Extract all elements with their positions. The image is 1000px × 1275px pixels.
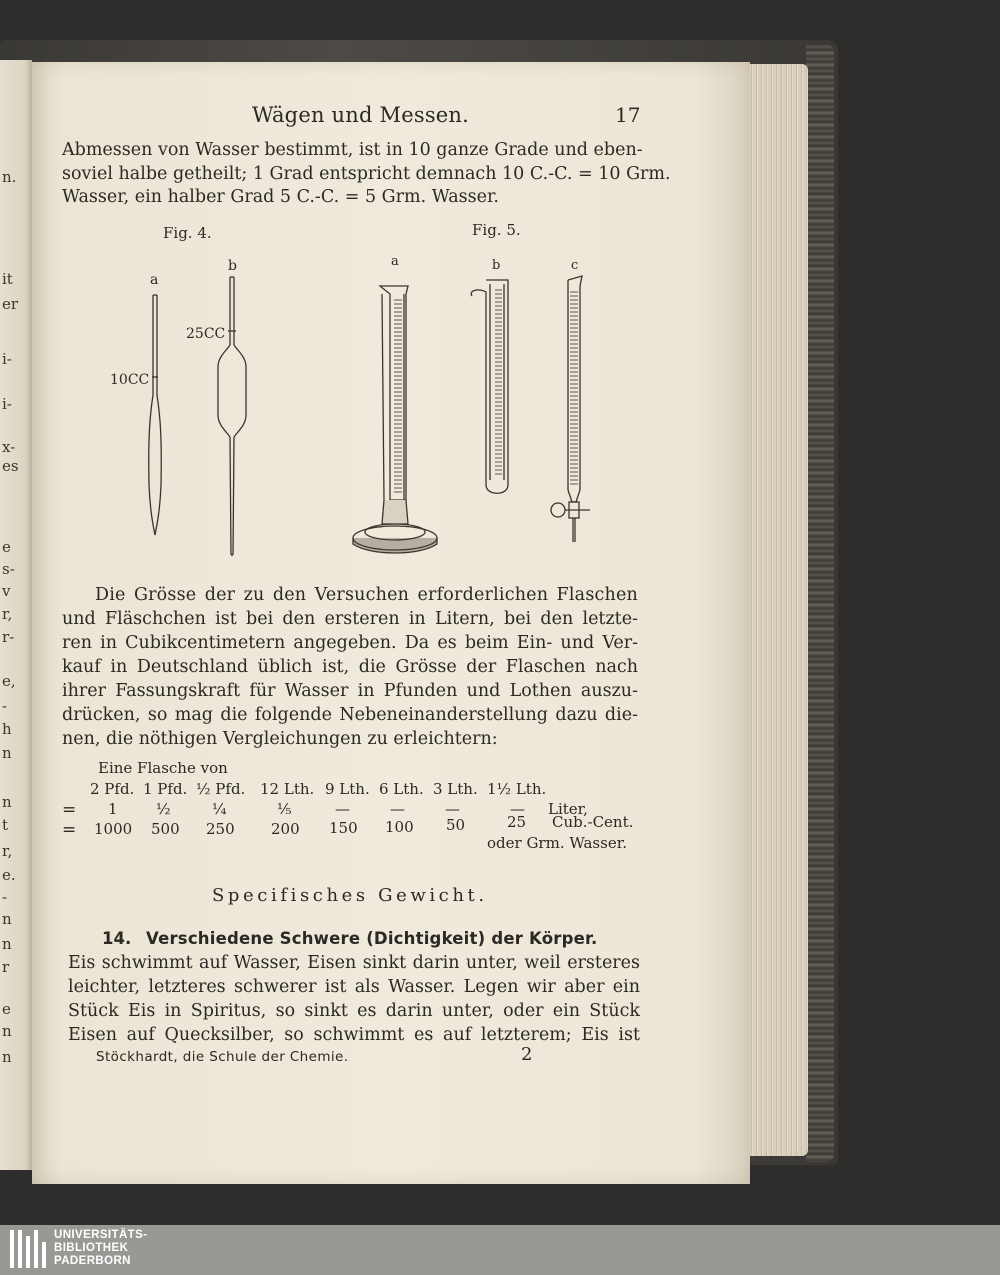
table-cell: 1 xyxy=(108,800,118,818)
prev-fragment: r, xyxy=(2,842,13,860)
table-header-cell: 9 Lth. xyxy=(325,780,370,798)
text-line: Stück Eis in Spiritus, so sinkt es darin unter, oder ein Stück xyxy=(68,1001,640,1021)
prev-fragment: v xyxy=(2,582,11,600)
footer-signature: 2 xyxy=(521,1044,533,1065)
prev-fragment: n xyxy=(2,793,12,811)
table-cell: ½ xyxy=(156,800,171,818)
table-cell: ¼ xyxy=(212,800,227,818)
fig5-caption: Fig. 5. xyxy=(472,221,521,239)
table-cell: — xyxy=(510,800,525,818)
library-name-line2: BIBLIOTHEK xyxy=(54,1242,129,1254)
library-name-line3: PADERBORN xyxy=(54,1255,131,1267)
table-cell: — xyxy=(390,800,405,818)
table-header-cell: 1 Pfd. xyxy=(143,780,188,798)
prev-fragment: r, xyxy=(2,605,13,623)
table-header-cell: 12 Lth. xyxy=(260,780,315,798)
fig4-mark-10cc: 10CC xyxy=(110,372,150,388)
prev-fragment: e xyxy=(2,1000,11,1018)
footer-author: Stöckhardt, die Schule der Chemie. xyxy=(96,1049,349,1065)
table-header-cell: ½ Pfd. xyxy=(196,780,246,798)
previous-page-margin xyxy=(0,60,32,1170)
prev-fragment: es xyxy=(2,457,19,475)
fig4-label-b: b xyxy=(228,258,237,274)
pipette-a-illustration xyxy=(149,295,162,535)
prev-fragment: - xyxy=(2,697,8,715)
prev-fragment: s- xyxy=(2,560,15,578)
table-unit: Liter, xyxy=(548,800,588,818)
text-line: Eis schwimmt auf Wasser, Eisen sinkt darin unter, weil ersteres xyxy=(68,953,640,973)
table-cell: 50 xyxy=(446,816,466,834)
prev-fragment: e xyxy=(2,538,11,556)
prev-fragment: i- xyxy=(2,395,12,413)
library-logo-icon xyxy=(6,1226,50,1272)
prev-fragment: x- xyxy=(2,438,16,456)
table-unit: Cub.-Cent. xyxy=(552,813,634,831)
prev-fragment: it xyxy=(2,270,13,288)
text-line: ihrer Fassungskraft für Wasser in Pfunden und Lothen auszu- xyxy=(62,681,638,701)
fig4-mark-25cc: 25CC xyxy=(186,326,226,342)
prev-fragment: h xyxy=(2,720,12,738)
table-cell: 500 xyxy=(151,820,180,838)
page-edges xyxy=(742,64,808,1156)
measuring-cylinder-illustration xyxy=(353,286,437,553)
table-cell: 100 xyxy=(385,818,414,836)
fig5-label-c: c xyxy=(571,258,579,273)
text-line: nen, die nöthigen Vergleichungen zu erleichtern: xyxy=(62,729,498,749)
text-line: Eisen auf Quecksilber, so schwimmt es auf letzterem; Eis ist xyxy=(68,1025,640,1045)
prev-fragment: er xyxy=(2,295,19,313)
text-line: Abmessen von Wasser bestimmt, ist in 10 ganze Grade und eben- xyxy=(62,140,643,160)
prev-fragment: e. xyxy=(2,866,16,884)
text-line: drücken, so mag die folgende Nebeneinanderstellung dazu die- xyxy=(62,705,638,725)
table-header-cell: 6 Lth. xyxy=(379,780,424,798)
prev-fragment: e, xyxy=(2,672,16,690)
table-cell: 200 xyxy=(271,820,300,838)
table-header-cell: 1½ Lth. xyxy=(487,780,547,798)
table-cell: 1000 xyxy=(94,820,133,838)
table-unit-note: oder Grm. Wasser. xyxy=(487,834,627,852)
table-cell: — xyxy=(445,800,460,818)
paragraph-heading: Verschiedene Schwere (Dichtigkeit) der Körper. xyxy=(146,929,598,948)
paragraph-number: 14. xyxy=(102,929,132,948)
text-line: ren in Cubikcentimetern angegeben. Da es beim Ein- und Ver- xyxy=(62,633,638,653)
prev-fragment: r- xyxy=(2,628,15,646)
fig5-label-a: a xyxy=(391,254,399,269)
test-tube-illustration xyxy=(471,280,508,493)
page-number: 17 xyxy=(615,103,641,127)
table-header-cell: 3 Lth. xyxy=(433,780,478,798)
table-row-prefix: = xyxy=(62,800,77,820)
library-name-line1: UNIVERSITÄTS- xyxy=(54,1229,148,1241)
prev-fragment: n xyxy=(2,1048,12,1066)
prev-fragment: n xyxy=(2,744,12,762)
fig5-label-b: b xyxy=(492,258,501,273)
prev-fragment: r xyxy=(2,958,10,976)
table-cell: 25 xyxy=(507,813,527,831)
pipette-b-illustration xyxy=(218,277,246,555)
text-line: Die Grösse der zu den Versuchen erforderlichen Flaschen xyxy=(95,585,638,605)
library-footer-bar xyxy=(0,1225,1000,1275)
section-title: Specifisches Gewicht. xyxy=(212,885,488,906)
text-line: und Fläschchen ist bei den ersteren in Litern, bei den letzte- xyxy=(62,609,638,629)
table-intro: Eine Flasche von xyxy=(98,759,228,777)
book-spine xyxy=(806,44,834,1162)
prev-fragment: - xyxy=(2,888,8,906)
fig4-label-a: a xyxy=(150,272,159,288)
table-row-prefix: = xyxy=(62,820,77,840)
text-line: Wasser, ein halber Grad 5 C.-C. = 5 Grm. Wasser. xyxy=(62,187,499,207)
prev-fragment: t xyxy=(2,816,9,834)
prev-fragment: n. xyxy=(2,168,17,186)
table-header-cell: 2 Pfd. xyxy=(90,780,135,798)
text-line: soviel halbe getheilt; 1 Grad entspricht demnach 10 C.-C. = 10 Grm. xyxy=(62,164,671,184)
table-cell: ⅕ xyxy=(277,800,292,818)
prev-fragment: n xyxy=(2,1022,12,1040)
prev-fragment: i- xyxy=(2,350,12,368)
text-line: leichter, letzteres schwerer ist als Wasser. Legen wir aber ein xyxy=(68,977,640,997)
table-cell: 150 xyxy=(329,819,358,837)
table-cell: 250 xyxy=(206,820,235,838)
table-cell: — xyxy=(335,800,350,818)
burette-illustration xyxy=(551,276,590,542)
running-head: Wägen und Messen. xyxy=(252,103,470,127)
prev-fragment: n xyxy=(2,910,12,928)
fig4-caption: Fig. 4. xyxy=(163,224,212,242)
fig5-vessels-illustration xyxy=(350,280,600,565)
fig4-pipettes-illustration xyxy=(130,285,250,565)
prev-fragment: n xyxy=(2,935,12,953)
text-line: kauf in Deutschland üblich ist, die Grösse der Flaschen nach xyxy=(62,657,638,677)
